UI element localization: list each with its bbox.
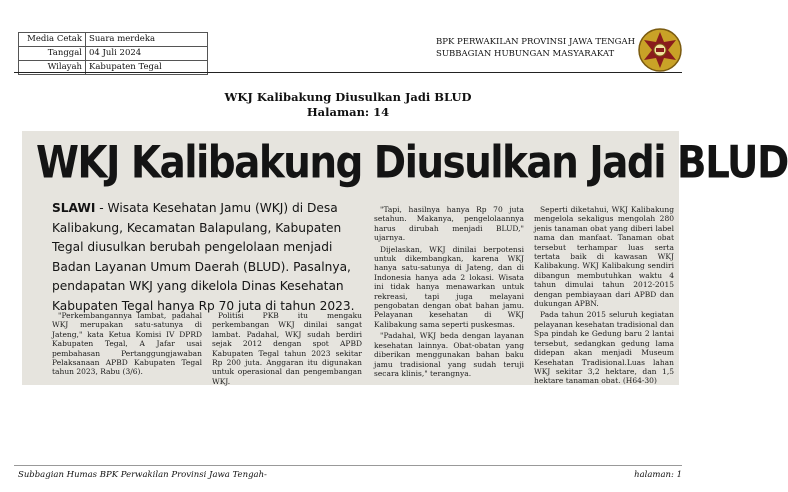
article-column-4	[534, 205, 674, 388]
paragraph: "Perkembangannya lambat, padahal WKJ merupakan satu-satunya di Jateng," kata Ketua Komisi IV DPRD Kabupaten Tegal, A Jafar usai pembahasan Pertanggungjawaban Pelaksanaan APBD Kabupaten Tegal tahun 2023, Rabu (3/6).	[52, 311, 202, 377]
meta-label: Wilayah	[19, 61, 86, 75]
document-title: WKJ Kalibakung Diusulkan Jadi BLUD	[224, 90, 472, 104]
lead-place: SLAWI	[52, 201, 96, 215]
article-column-3	[374, 205, 524, 380]
clipping-lead	[52, 199, 362, 316]
newspaper-clipping	[22, 131, 788, 386]
footer-page: halaman: 1	[634, 470, 682, 480]
garuda-emblem-icon	[636, 26, 684, 74]
header-rule	[14, 72, 682, 73]
clipping-headline: WKJ Kalibakung Diusulkan Jadi BLUD	[36, 137, 788, 189]
meta-label: Tanggal	[19, 47, 86, 61]
paragraph: Seperti diketahui, WKJ Kalibakung mengelola sekaligus mengolah 280 jenis tanaman obat yang diberi label nama dan manfaat. Tanaman obat tersebut terhampar luas serta tertata baik di kawasan WKJ Kalibakung. WKJ Kalibakung sendiri dibangun membutuhkan waktu 4 tahun dimulai tahun 2012-2015 dengan pembiayaan dari APBD dan dukungan APBN.	[534, 205, 674, 309]
paragraph: Politisi PKB itu mengaku perkembangan WKJ dinilai sangat lambat. Padahal, WKJ sudah berdiri sejak 2012 dengan spot APBD Kabupaten Tegal tahun 2023 sekitar Rp 200 juta. Anggaran itu digunakan untuk operasional dan pengembangan WKJ.	[212, 311, 362, 386]
article-column-2	[212, 311, 362, 388]
meta-value: Suara merdeka	[86, 33, 208, 47]
org-header	[436, 36, 635, 60]
meta-value: Kabupaten Tegal	[86, 61, 208, 75]
article-column-1	[52, 311, 202, 379]
org-division: SUBBAGIAN HUBUNGAN MASYARAKAT	[436, 49, 615, 59]
paragraph: Pada tahun 2015 seluruh kegiatan pelayanan kesehatan tradisional dan Spa pindah ke Gedung baru 2 lantai tersebut, sedangkan gedung lama didepan akan menjadi Museum Kesehatan Tradisional.Luas lahan WKJ sekitar 3,2 hektare, dan 1,5 hektare tanaman obat. (H64-30)	[534, 310, 674, 386]
meta-table	[18, 32, 208, 75]
org-name: BPK PERWAKILAN PROVINSI JAWA TENGAH	[436, 37, 635, 47]
meta-row-media	[19, 33, 208, 47]
paragraph: Dijelaskan, WKJ dinilai berpotensi untuk dikembangkan, karena WKJ hanya satu-satunya di Jateng, dan di Indonesia hanya ada 2 lokasi. Wisata ini tidak hanya menawarkan untuk rekreasi, tapi juga melayani pengobatan dengan obat bahan jamu. Pelayanan kesehatan di WKJ Kalibakung sama seperti puskesmas.	[374, 244, 524, 329]
meta-value: 04 Juli 2024	[86, 47, 208, 61]
meta-label: Media Cetak	[19, 33, 86, 47]
lead-text: - Wisata Kesehatan Jamu (WKJ) di Desa Kalibakung, Kecamatan Balapulang, Kabupaten Tegal diusulkan berubah pengelolaan menjadi Badan Layanan Umum Daerah (BLUD). Pasalnya, pendapatan WKJ yang dikelola Dinas Kesehatan Kabupaten Tegal hanya Rp 70 juta di tahun 2023.	[52, 201, 355, 313]
paragraph: "Padahal, WKJ beda dengan layanan kesehatan lainnya. Obat-obatan yang diberikan menggunakan bahan baku jamu tradisional yang sudah teruji secara klinis," terangnya.	[374, 331, 524, 378]
meta-row-date	[19, 47, 208, 61]
document-page: Halaman: 14	[306, 105, 390, 119]
footer-source: Subbagian Humas BPK Perwakilan Provinsi Jawa Tengah-	[18, 470, 267, 480]
footer-rule	[14, 465, 682, 466]
paragraph: "Tapi, hasilnya hanya Rp 70 juta setahun. Makanya, pengelolaannya harus dirubah menjadi BLUD," ujarnya.	[374, 205, 524, 243]
